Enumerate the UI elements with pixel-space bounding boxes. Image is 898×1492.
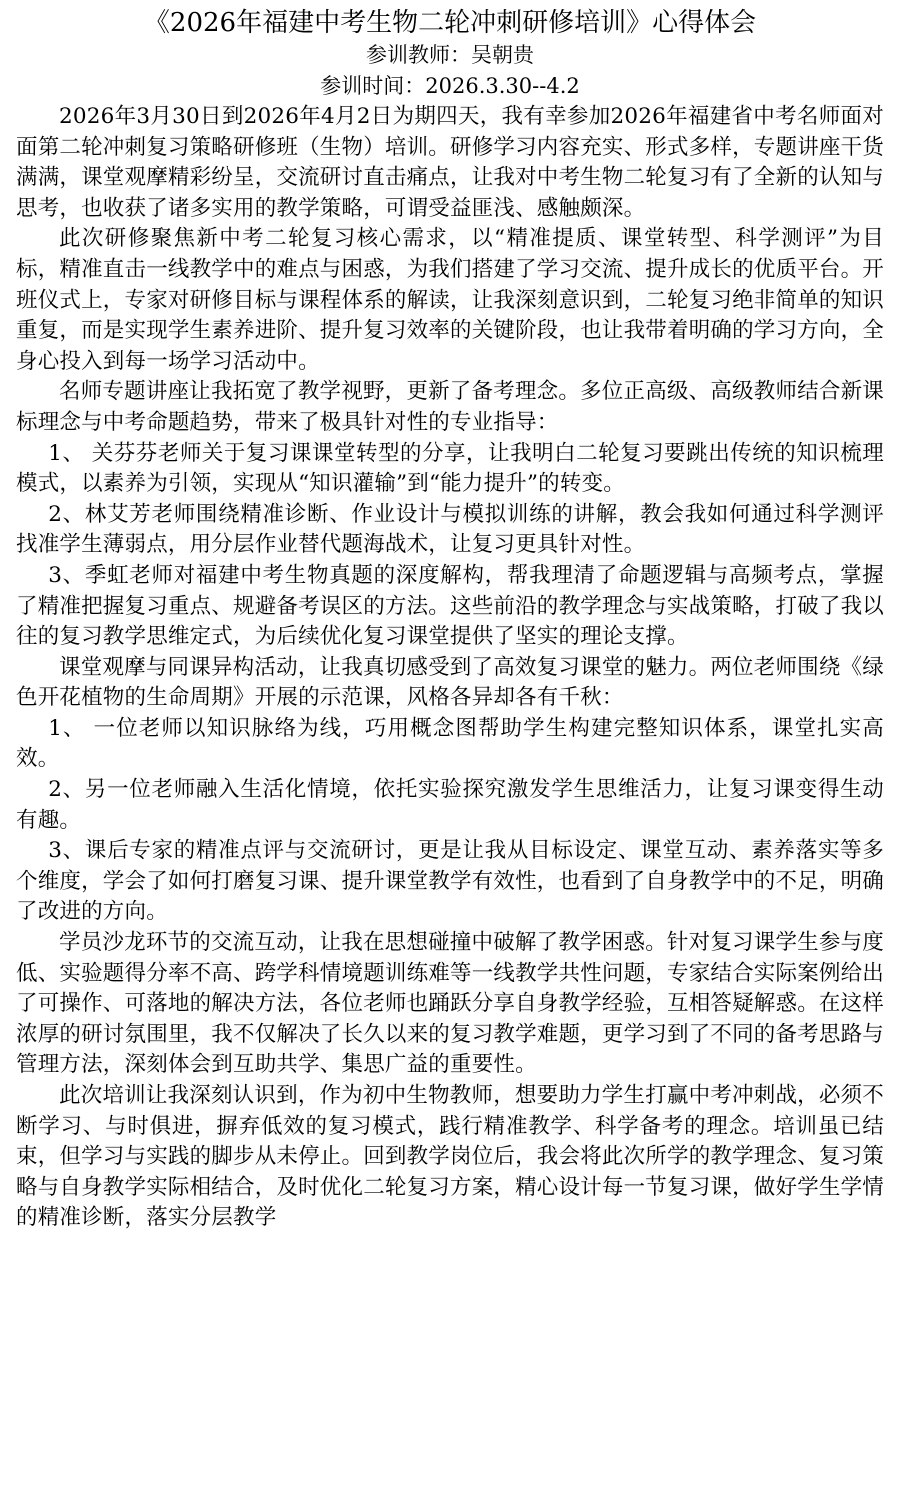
paragraph-salon: 学员沙龙环节的交流互动，让我在思想碰撞中破解了教学困惑。针对复习课学生参与度低、实验题得分率不高、跨学科情境题训练难等一线教学共性问题，专家结合实际案例给出了可操作、可落地的解决方法，各位老师也踊跃分享自身教学经验，互相答疑解惑。在这样浓厚的研讨氛围里，我不仅解决了长久以来的复习教学难题，更学习到了不同的备考思路与管理方法，深刻体会到互助共学、集思广益的重要性。 <box>16 930 885 1078</box>
training-time-line: 参训时间：2026.3.30--4.2 <box>320 74 580 98</box>
list-item-observation-3: 3、课后专家的精准点评与交流研讨，更是让我从目标设定、课堂互动、素养落实等多个维度，学会了如何打磨复习课、提升课堂教学有效性，也看到了自身教学中的不足，明确了改进的方向。 <box>16 838 885 925</box>
paragraph-focus: 此次研修聚焦新中考二轮复习核心需求，以“精准提质、课堂转型、科学测评”为目标，精准直击一线教学中的难点与困惑，为我们搭建了学习交流、提升成长的优质平台。开班仪式上，专家对研修目标与课程体系的解读，让我深刻意识到，二轮复习绝非简单的知识重复，而是实现学生素养进阶、提升复习效率的关键阶段，也让我带着明确的学习方向，全身心投入到每一场学习活动中。 <box>16 226 885 374</box>
list-item-lecture-3: 3、季虹老师对福建中考生物真题的深度解构，帮我理清了命题逻辑与高频考点，掌握了精准把握复习重点、规避备考误区的方法。这些前沿的教学理念与实战策略，打破了我以往的复习教学思维定式，为后续优化复习课堂提供了坚实的理论支撑。 <box>16 562 885 650</box>
paragraph-lectures: 名师专题讲座让我拓宽了教学视野，更新了备考理念。多位正高级、高级教师结合新课标理念与中考命题趋势，带来了极具针对性的专业指导： <box>16 379 884 435</box>
list-item-observation-1: 1、 一位老师以知识脉络为线，巧用概念图帮助学生构建完整知识体系，课堂扎实高效。 <box>16 715 884 772</box>
teacher-line: 参训教师：吴朝贵 <box>366 43 534 67</box>
paragraph-observation: 课堂观摩与同课异构活动，让我真切感受到了高效复习课堂的魅力。两位老师围绕《绿色开花植物的生命周期》开展的示范课，风格各异却各有千秋： <box>16 654 884 711</box>
list-item-observation-2: 2、另一位老师融入生活化情境，依托实验探究激发学生思维活力，让复习课变得生动有趣。 <box>16 777 884 833</box>
list-item-lecture-1: 1、 关芬芬老师关于复习课课堂转型的分享，让我明白二轮复习要跳出传统的知识梳理模式，以素养为引领，实现从“知识灌输”到“能力提升”的转变。 <box>16 440 884 497</box>
list-item-lecture-2: 2、林艾芳老师围绕精准诊断、作业设计与模拟训练的讲解，教会我如何通过科学测评找准学生薄弱点，用分层作业替代题海战术，让复习更具针对性。 <box>16 501 884 558</box>
paragraph-intro: 2026年3月30日到2026年4月2日为期四天，我有幸参加2026年福建省中考名师面对面第二轮冲刺复习策略研修班（生物）培训。研修学习内容充实、形式多样，专题讲座干货满满，课堂观摩精彩纷呈，交流研讨直击痛点，让我对中考生物二轮复习有了全新的认知与思考，也收获了诸多实用的教学策略，可谓受益匪浅、感触颇深。 <box>16 104 885 221</box>
document-title: 《2026年福建中考生物二轮冲刺研修培训》心得体会 <box>143 8 757 38</box>
paragraph-conclusion: 此次培训让我深刻认识到，作为初中生物教师，想要助力学生打赢中考冲刺战，必须不断学习、与时俱进，摒弃低效的复习模式，践行精准教学、科学备考的理念。培训虽已结束，但学习与实践的脚步从未停止。回到教学岗位后，我会将此次所学的教学理念、复习策略与自身教学实际相结合，及时优化二轮复习方案，精心设计每一节复习课，做好学生学情的精准诊断，落实分层教学 <box>16 1083 885 1231</box>
